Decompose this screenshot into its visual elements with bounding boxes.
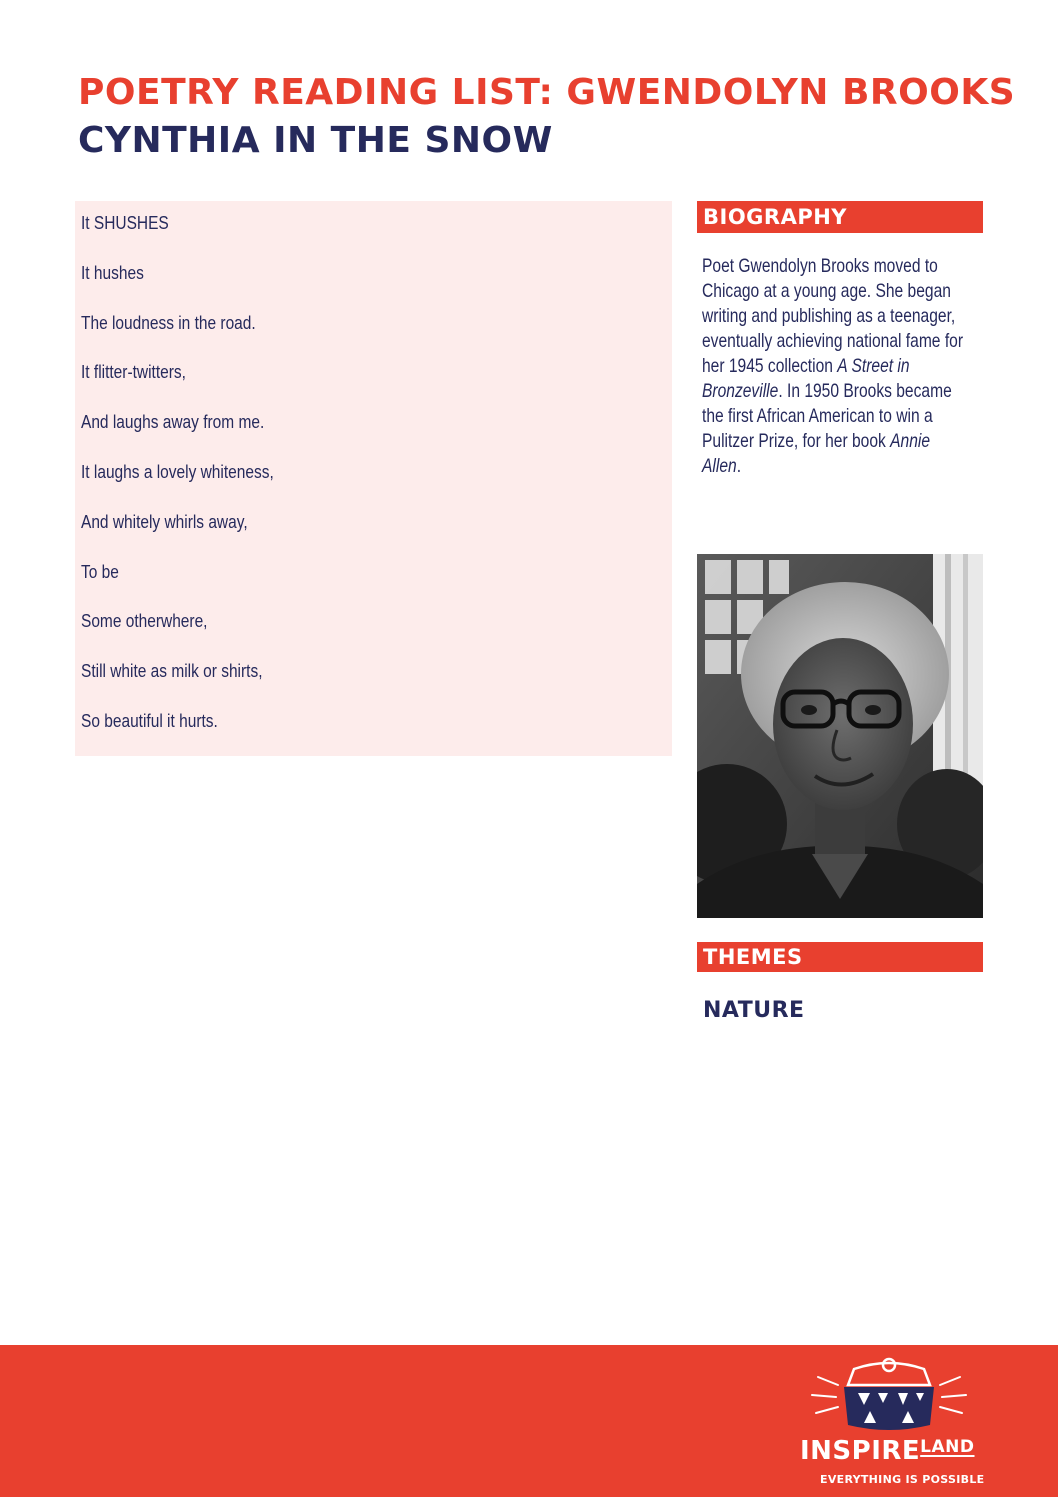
book-title: A Street in Bronzeville [702, 355, 910, 402]
brand-tagline: EVERYTHING IS POSSIBLE [820, 1473, 985, 1486]
biography-text-part: . [736, 455, 742, 477]
poem-line: So beautiful it hurts. [81, 710, 218, 731]
author-portrait [697, 554, 983, 918]
brand-suffix: LAND [920, 1437, 975, 1457]
biography-text-part: Poet Gwendolyn Brooks moved to Chicago at a young age. She began writing and publishing as a teenager, eventually achieving national fame for her 1945 collection [702, 255, 964, 377]
brand-main: INSPIRE [800, 1436, 921, 1466]
poem-line: It flitter-twitters, [81, 362, 186, 383]
page-title: POETRY READING LIST: GWENDOLYN BROOKS [78, 72, 1016, 113]
poem-line: It hushes [81, 262, 144, 283]
poem-line: Still white as milk or shirts, [81, 661, 263, 682]
themes-heading: THEMES [697, 942, 983, 972]
biography-text [702, 254, 966, 479]
poem-line: Some otherwhere, [81, 611, 208, 632]
poem-line: And laughs away from me. [81, 412, 265, 433]
poem-title: CYNTHIA IN THE SNOW [78, 120, 553, 161]
poem-line: To be [81, 561, 119, 582]
poem-line: It laughs a lovely whiteness, [81, 461, 274, 482]
inspireland-logo [798, 1355, 980, 1490]
poem-line: The loudness in the road. [81, 312, 256, 333]
poem-line: It SHUSHES [81, 213, 169, 233]
biography-text-part: . In 1950 Brooks became the first African American to win a Pulitzer Prize, for her book [702, 380, 952, 452]
poem-box [75, 201, 672, 756]
biography-heading: BIOGRAPHY [697, 201, 983, 233]
theme-tag: NATURE [703, 998, 805, 1023]
brand-name [800, 1436, 975, 1466]
book-title: Annie Allen [702, 430, 931, 477]
poem-line: And whitely whirls away, [81, 511, 248, 532]
